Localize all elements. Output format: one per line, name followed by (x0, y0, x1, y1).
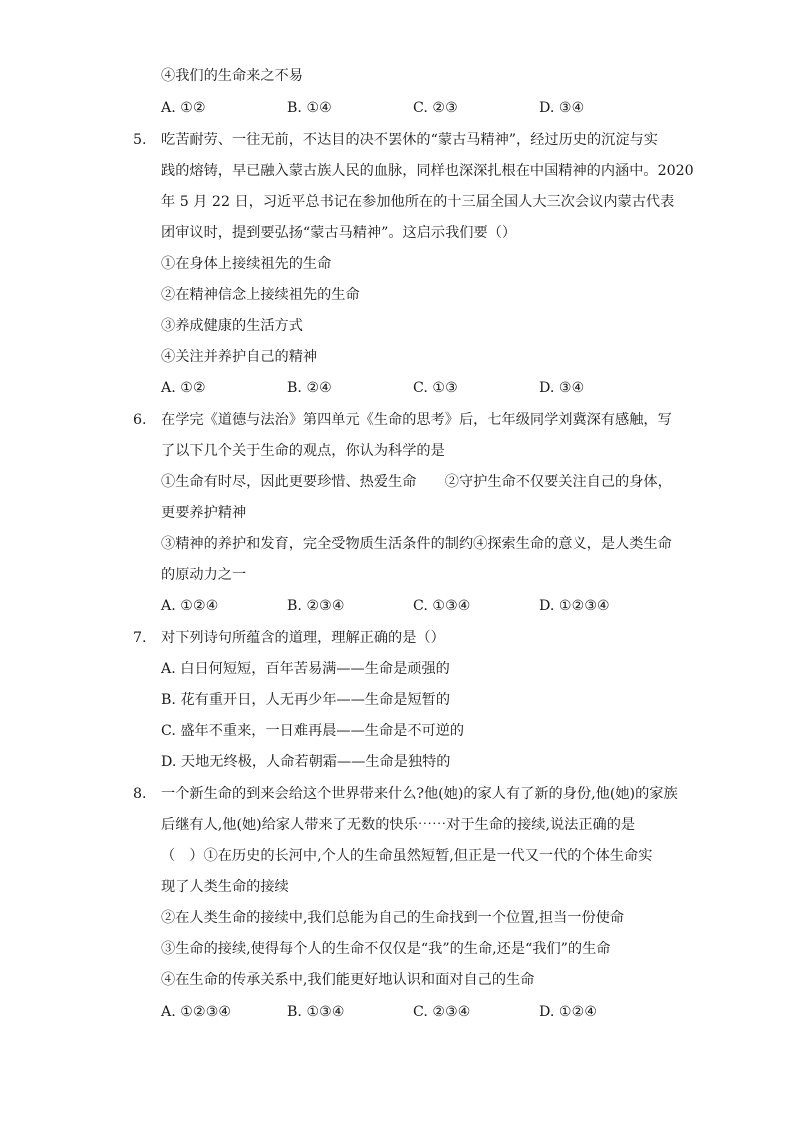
question-text-line: 践的熔铸，早已融入蒙古族人民的血脉，同样也深深扎根在中国精神的内涵中。2020 (161, 163, 694, 179)
option-d[interactable]: D. ①②③④ (539, 598, 610, 614)
statement-1: ①在身体上接续祖先的生命 (161, 256, 332, 272)
question-text-line: 对下列诗句所蕴含的道理，理解正确的是（） (161, 630, 445, 646)
statement-3: ③养成健康的生活方式 (161, 318, 303, 334)
choice-c[interactable]: C. 盛年不重来，一日难再晨——生命是不可逆的 (161, 723, 465, 739)
question-text-line: 团审议时，提到要弘扬“蒙古马精神”。这启示我们要（） (161, 225, 517, 241)
question-number: 5. (133, 132, 147, 148)
question-text-line: （ ）①在历史的长河中,个人的生命虽然短暂,但正是一代又一代的个体生命实 (161, 848, 653, 864)
option-b[interactable]: B. ②③④ (287, 598, 345, 614)
statement-2: ②在精神信念上接续祖先的生命 (161, 287, 360, 303)
question-text-line: 在学完《道德与法治》第四单元《生命的思考》后，七年级同学刘冀深有感触，写 (161, 412, 672, 428)
option-d[interactable]: D. ③④ (539, 100, 585, 116)
question-text-line: 年 5 月 22 日，习近平总书记在参加他所在的十三届全国人大三次会议内蒙古代表 (161, 194, 675, 210)
option-b[interactable]: B. ①③④ (287, 1004, 345, 1020)
option-b[interactable]: B. ②④ (287, 380, 332, 396)
question-text-line: 后继有人,他(她)给家人带来了无数的快乐⋯⋯对于生命的接续,说法正确的是 (161, 817, 636, 833)
option-b[interactable]: B. ①④ (287, 100, 332, 116)
question-text-line: 现了人类生命的接续 (161, 879, 289, 895)
option-a[interactable]: A. ①② (161, 100, 206, 116)
statement-4: ④在生命的传承关系中,我们能更好地认识和面对自己的生命 (161, 972, 535, 988)
question-text-line: 更要养护精神 (161, 505, 247, 521)
option-c[interactable]: C. ②③ (413, 100, 458, 116)
option-c[interactable]: C. ①③④ (413, 598, 471, 614)
question-number: 8. (133, 786, 147, 802)
question-text-line: 一个新生命的到来会给这个世界带来什么?他(她)的家人有了新的身份,他(她)的家族 (161, 786, 678, 802)
question-text-line: ①生命有时尽，因此更要珍惜、热爱生命 ②守护生命不仅要关注自己的身体， (161, 474, 672, 490)
question-text-line: ③精神的养护和发育，完全受物质生活条件的制约④探索生命的意义，是人类生命 (161, 536, 672, 552)
question-text-line: 的原动力之一 (161, 567, 247, 583)
option-a[interactable]: A. ①② (161, 380, 206, 396)
statement-4: ④关注并养护自己的精神 (161, 349, 318, 365)
option-c[interactable]: C. ①③ (413, 380, 458, 396)
statement-2: ②在人类生命的接续中,我们总能为自己的生命找到一个位置,担当一份使命 (161, 910, 625, 926)
choice-b[interactable]: B. 花有重开日，人无再少年——生命是短暂的 (161, 692, 451, 708)
question-number: 7. (133, 630, 147, 646)
option-d[interactable]: D. ①②④ (539, 1004, 598, 1020)
option-a[interactable]: A. ①②③④ (161, 1004, 232, 1020)
option-a[interactable]: A. ①②④ (161, 598, 219, 614)
choice-d[interactable]: D. 天地无终极，人命若朝霜——生命是独特的 (161, 754, 451, 770)
statement-3: ③生命的接续,使得每个人的生命不仅仅是“我”的生命,还是“我们”的生命 (161, 941, 611, 957)
question-text-line: 了以下几个关于生命的观点，你认为科学的是 (161, 443, 445, 459)
question-text-line: 吃苦耐劳、一往无前，不达目的决不罢休的“蒙古马精神”，经过历史的沉淀与实 (161, 132, 658, 148)
option-d[interactable]: D. ③④ (539, 380, 585, 396)
statement-4: ④我们的生命来之不易 (161, 68, 303, 84)
question-number: 6. (133, 412, 147, 428)
choice-a[interactable]: A. 白日何短短，百年苦易满——生命是顽强的 (161, 661, 450, 677)
option-c[interactable]: C. ②③④ (413, 1004, 471, 1020)
